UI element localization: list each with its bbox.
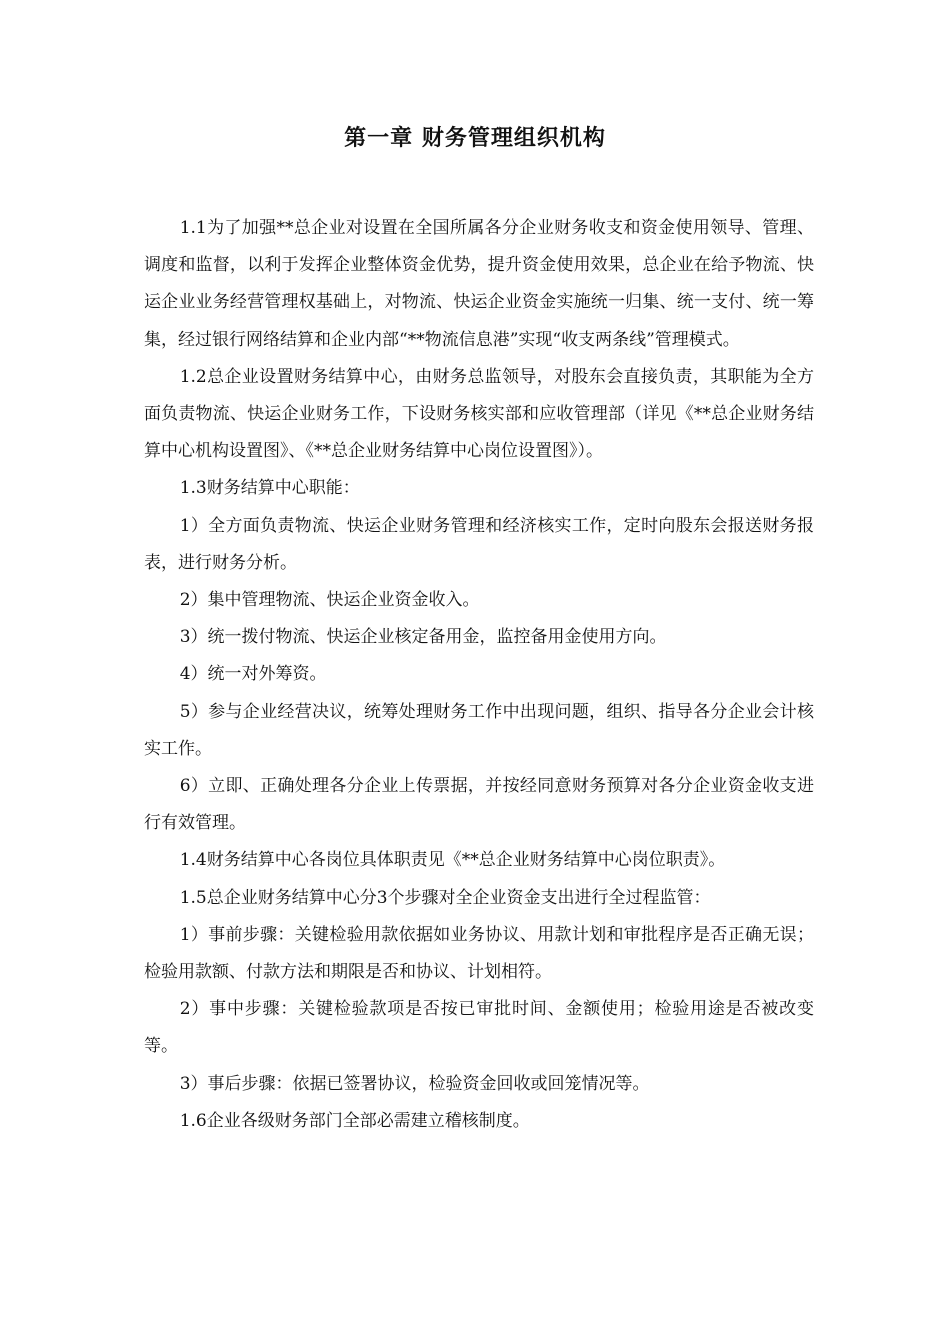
paragraph-1-1: 1.1为了加强**总企业对设置在全国所属各分企业财务收支和资金使用领导、管理、调度和监督，以利于发挥企业整体资金优势，提升资金使用效果，总企业在给予物流、快运企业业务经营管理权基础上，对物流、快运企业资金实施统一归集、统一支付、统一筹集，经过银行网络结算和企业内部“**物流信息港”实现“收支两条线”管理模式。 — [144, 218, 814, 350]
step-item-3: 3）事后步骤：依据已签署协议，检验资金回收或回笼情况等。 — [179, 1073, 650, 1094]
chapter-title: 第一章 财务管理组织机构 — [344, 125, 606, 151]
paragraph-1-3: 1.3财务结算中心职能： — [179, 478, 360, 499]
paragraph-1-4: 1.4财务结算中心各岗位具体职责见《**总企业财务结算中心岗位职责》。 — [179, 850, 726, 871]
document-body — [144, 210, 814, 1140]
list-item-4: 4）统一对外筹资。 — [179, 664, 327, 685]
list-item-6: 6）立即、正确处理各分企业上传票据，并按经同意财务预算对各分企业资金收支进行有效管理。 — [144, 776, 814, 834]
paragraph-1-5: 1.5总企业财务结算中心分3个步骤对全企业资金支出进行全过程监管： — [179, 887, 711, 908]
list-item-1: 1）全方面负责物流、快运企业财务管理和经济核实工作，定时向股东会报送财务报表，进行财务分析。 — [144, 515, 814, 573]
list-item-2: 2）集中管理物流、快运企业资金收入。 — [179, 590, 480, 611]
list-item-5: 5）参与企业经营决议，统筹处理财务工作中出现问题，组织、指导各分企业会计核实工作。 — [144, 701, 814, 759]
paragraph-1-6: 1.6企业各级财务部门全部必需建立稽核制度。 — [179, 1110, 530, 1131]
paragraph-1-2: 1.2总企业设置财务结算中心，由财务总监领导，对股东会直接负责，其职能为全方面负责物流、快运企业财务工作，下设财务核实部和应收管理部（详见《**总企业财务结算中心机构设置图》、《**总企业财务结算中心岗位设置图》）。 — [144, 366, 814, 462]
step-item-2: 2）事中步骤：关键检验款项是否按已审批时间、金额使用；检验用途是否被改变等。 — [144, 999, 814, 1057]
list-item-3: 3）统一拨付物流、快运企业核定备用金，监控备用金使用方向。 — [179, 627, 667, 648]
step-item-1: 1）事前步骤：关键检验用款依据如业务协议、用款计划和审批程序是否正确无误；检验用款额、付款方法和期限是否和协议、计划相符。 — [144, 924, 814, 983]
